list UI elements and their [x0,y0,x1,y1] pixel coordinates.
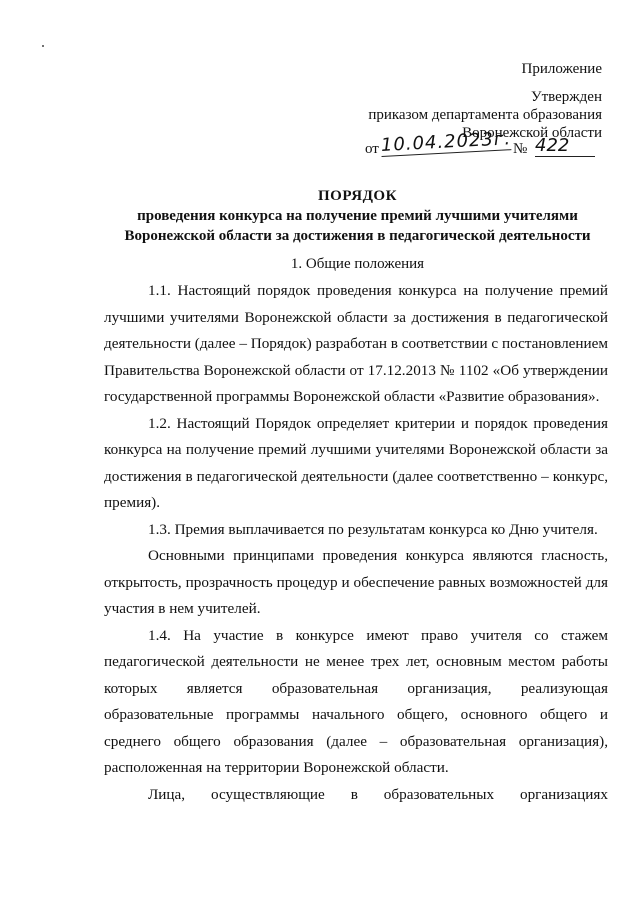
paragraph-1-4: 1.4. На участие в конкурсе имеют право учителя со стажем педагогической деятельности не менее трех лет, основным местом работы которых является образовательная организация, реализующая образовательные программы начального общего, основного общего и среднего общего образования (далее – образовательная организация), расположенная на территории Воронежской области. [104,626,608,776]
subtitle-line-2: Воронежской области за достижения в педагогической деятельности [124,228,591,244]
handwritten-number: 422 [535,135,595,157]
order-line-2: Воронежской области [462,125,602,141]
number-label: № [513,141,528,157]
order-line-1: приказом департамента образования [368,107,602,123]
paragraph-1-2: 1.2. Настоящий Порядок определяет критерии и порядок проведения конкурса на получение премий лучшими учителями Воронежской области за достижения в педагогической деятельности (далее соответственно – конкурс, премия). [104,414,608,511]
approved-label: Утвержден [530,89,602,105]
subtitle-line-1: проведения конкурса на получение премий лучшими учителями [137,208,578,224]
paragraph-1-3: 1.3. Премия выплачивается по результатам конкурса ко Дню учителя. [148,520,598,538]
section-heading: 1. Общие положения [290,256,425,272]
paragraph-principles: Основными принципами проведения конкурса являются гласность, открытость, прозрачность процедур и обеспечение равных возможностей для участия в нем учителей. [104,547,608,617]
document-subtitle [60,206,640,246]
from-label: от [365,141,379,157]
paragraph-persons: Лица, осуществляющие в образовательных организациях [148,785,608,803]
document-title: ПОРЯДОК [318,188,397,204]
handwritten-date: 10.04.2023г. [380,128,512,156]
paragraph-1-1: 1.1. Настоящий порядок проведения конкурса на получение премий лучшими учителями Воронежской области за достижения в педагогической деятельности (далее – Порядок) разработан в соответствии с постановлением Правительства Воронежской области от 17.12.2013 № 1102 «Об утверждении государственной программы Воронежской области «Развитие образования». [104,282,608,405]
document-body [104,278,608,808]
appendix-label: Приложение [521,61,602,77]
scan-speck [42,45,44,47]
